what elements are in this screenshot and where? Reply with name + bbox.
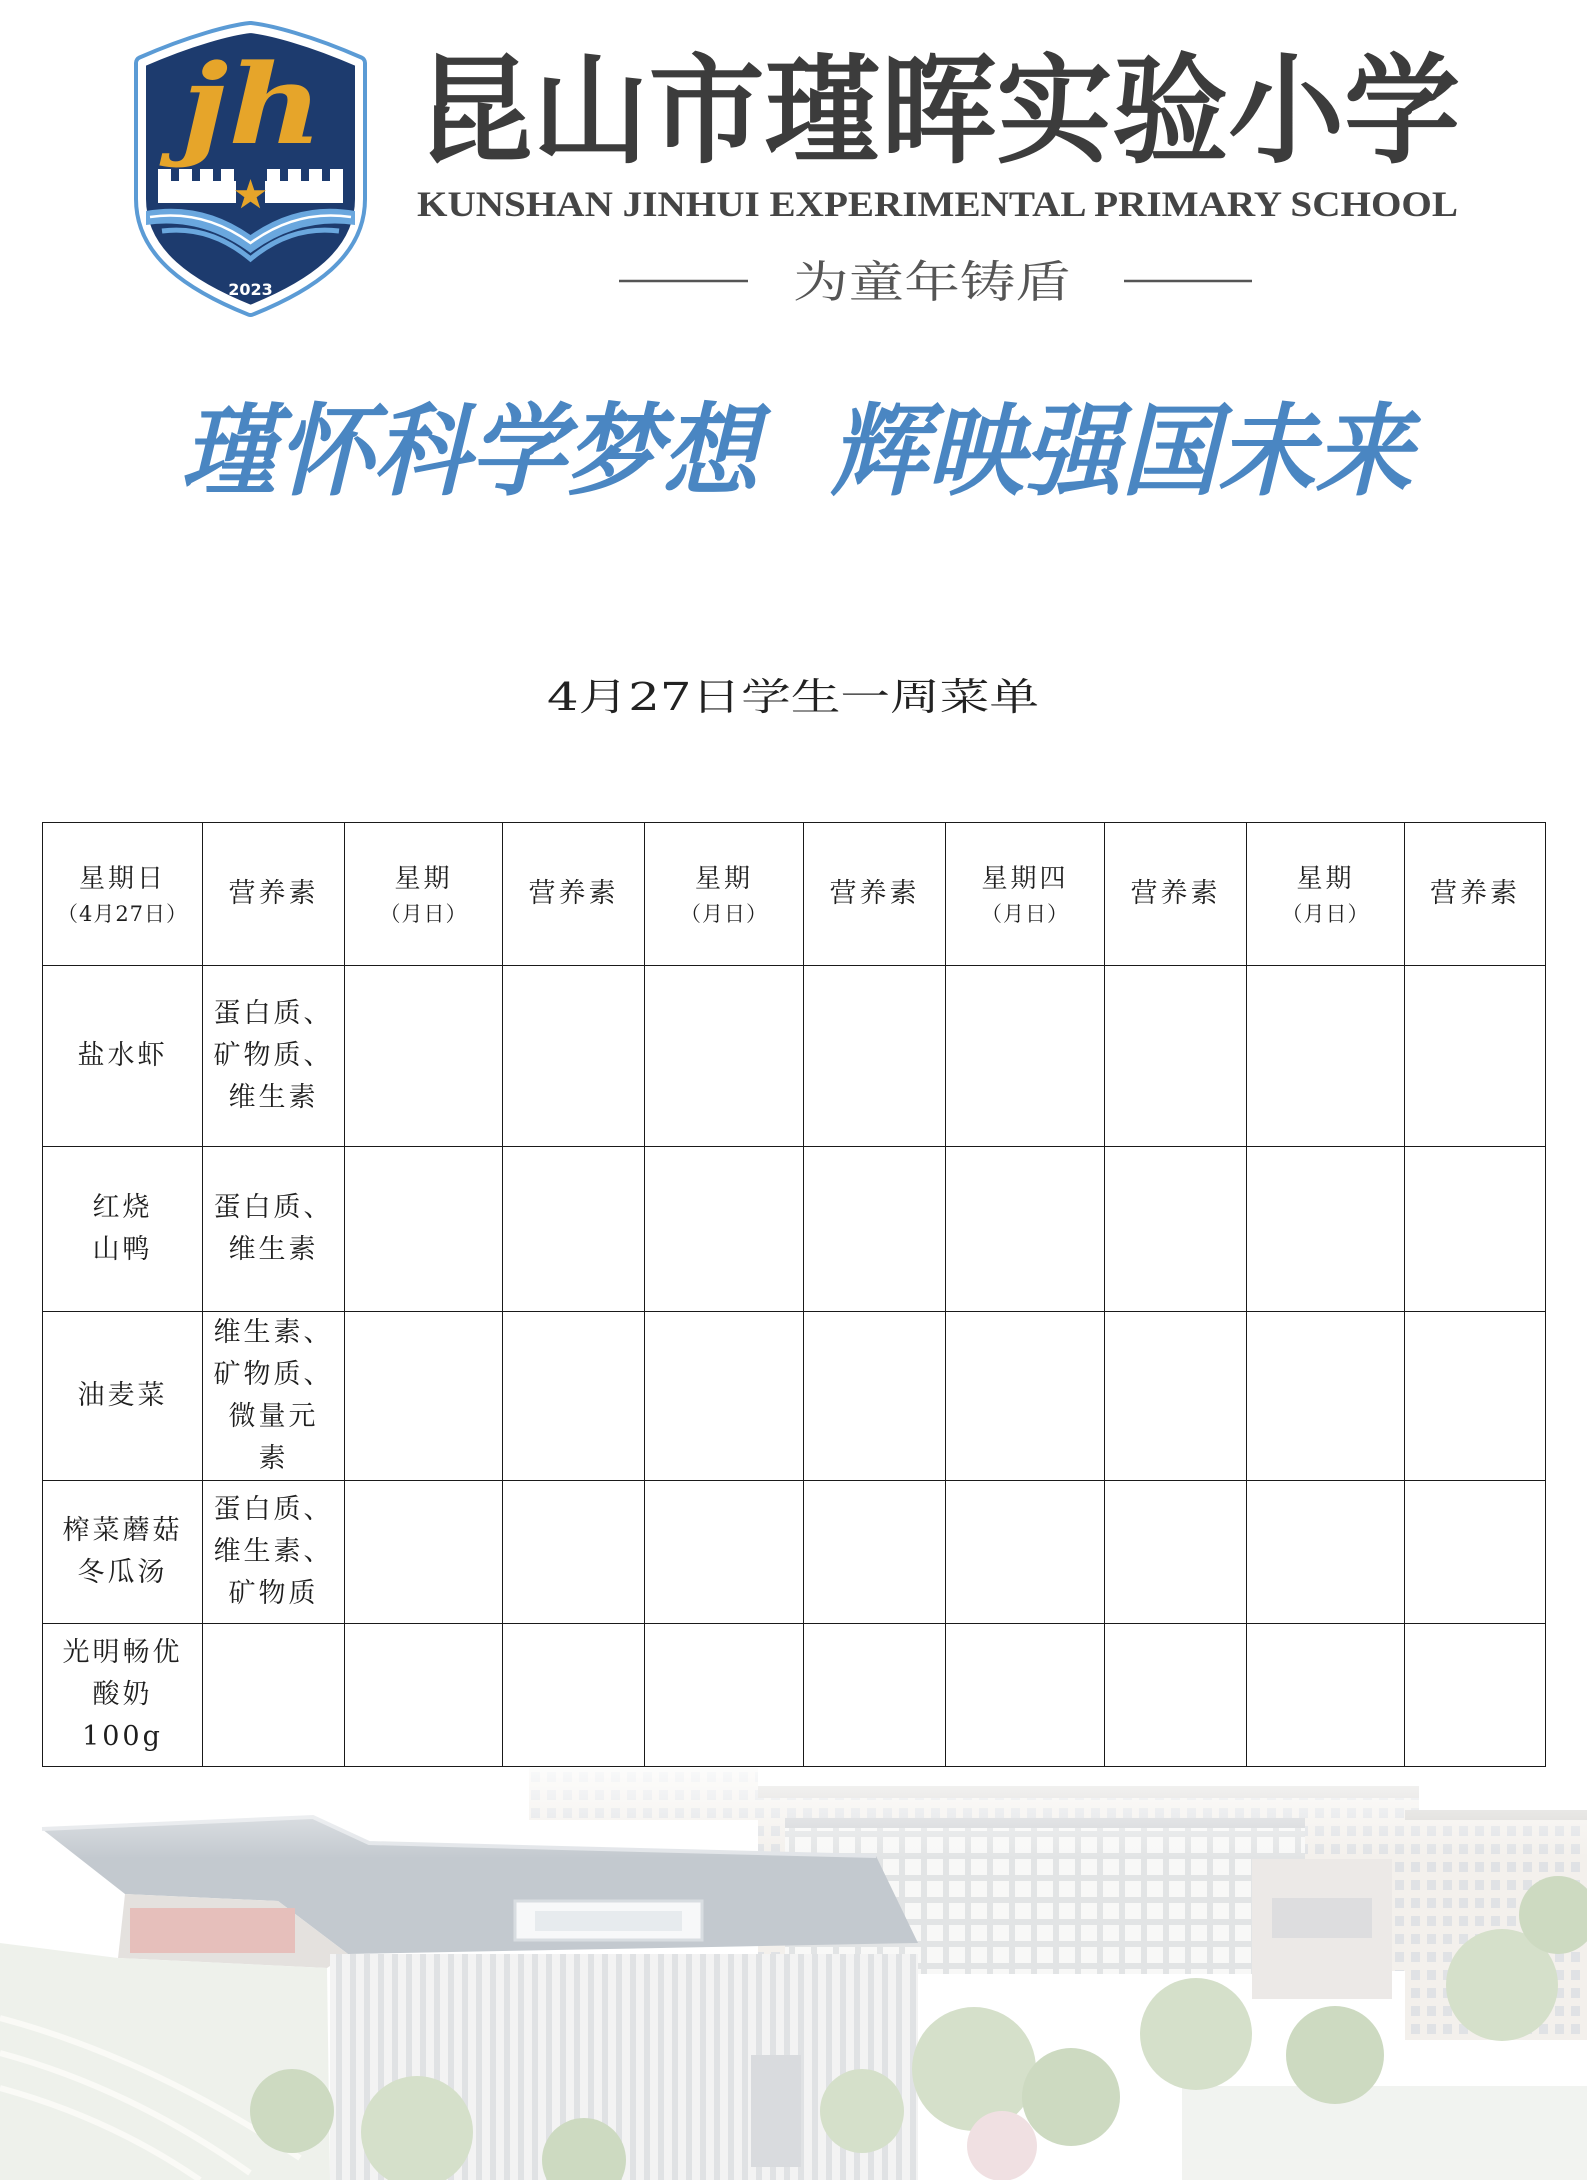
- dish-cell: 榨菜蘑菇 冬瓜汤: [43, 1481, 203, 1624]
- day-date: （月日）: [680, 902, 768, 926]
- slogan-part-2: 辉映强国未来: [830, 392, 1422, 510]
- day-date: （4月27日）: [56, 902, 189, 926]
- menu-cell: [345, 1481, 503, 1624]
- menu-title: 4月27日学生一周菜单: [547, 675, 1039, 719]
- campus-background-image: [0, 1768, 1587, 2180]
- nutrient-header: 营养素: [503, 823, 645, 966]
- menu-cell: [345, 1147, 503, 1312]
- menu-cell: [503, 966, 645, 1147]
- menu-cell: [345, 966, 503, 1147]
- menu-cell: [1405, 1481, 1546, 1624]
- day-header: [345, 823, 503, 966]
- nutrient-cell: 蛋白质、 维生素、 矿物质: [203, 1481, 345, 1624]
- table-row: [43, 1481, 1546, 1624]
- menu-cell: [1405, 1624, 1546, 1767]
- menu-cell: [804, 1624, 946, 1767]
- nutrient-header: 营养素: [1405, 823, 1546, 966]
- table-row: [43, 1312, 1546, 1481]
- menu-cell: [1247, 1481, 1405, 1624]
- menu-cell: [1247, 1147, 1405, 1312]
- day-date: （月日）: [981, 902, 1069, 926]
- table-row: [43, 966, 1546, 1147]
- menu-cell: [946, 1624, 1105, 1767]
- menu-cell: [946, 966, 1105, 1147]
- dish-cell: 红烧 山鸭: [43, 1147, 203, 1312]
- menu-cell: [645, 1624, 804, 1767]
- nutrient-cell: 蛋白质、 维生素: [203, 1147, 345, 1312]
- day-header: [645, 823, 804, 966]
- menu-cell: [1405, 966, 1546, 1147]
- menu-cell: [503, 1147, 645, 1312]
- menu-cell: [503, 1624, 645, 1767]
- menu-cell: [503, 1312, 645, 1481]
- school-motto: 为童年铸盾: [793, 257, 1071, 308]
- dish-cell: 油麦菜: [43, 1312, 203, 1481]
- school-name-english: KUNSHAN JINHUI EXPERIMENTAL PRIMARY SCHOOL: [417, 184, 1458, 224]
- slogan-part-1: 瑾怀科学梦想: [181, 392, 773, 510]
- nutrient-cell: 蛋白质、 矿物质、 维生素: [203, 966, 345, 1147]
- dish-cell: 盐水虾: [43, 966, 203, 1147]
- nutrient-cell: [203, 1624, 345, 1767]
- menu-cell: [1247, 966, 1405, 1147]
- table-row: [43, 1624, 1546, 1767]
- menu-cell: [345, 1312, 503, 1481]
- day-header: [1247, 823, 1405, 966]
- menu-cell: [645, 1481, 804, 1624]
- menu-cell: [345, 1624, 503, 1767]
- school-name-chinese: 昆山市瑾晖实验小学: [417, 42, 1460, 180]
- menu-cell: [804, 1481, 946, 1624]
- weekly-menu-table: [42, 822, 1546, 1767]
- day-name: 星期日: [78, 864, 166, 894]
- menu-cell: [1105, 1624, 1247, 1767]
- menu-cell: [503, 1481, 645, 1624]
- nutrient-header: 营养素: [1105, 823, 1247, 966]
- day-header-thursday: [946, 823, 1105, 966]
- menu-cell: [645, 966, 804, 1147]
- school-logo: [142, 29, 359, 309]
- menu-cell: [804, 1147, 946, 1312]
- logo-monogram: jh: [158, 40, 323, 169]
- menu-cell: [1405, 1312, 1546, 1481]
- day-date: （月日）: [1281, 902, 1370, 926]
- day-name: 星期四: [981, 864, 1069, 894]
- table-row: [43, 1147, 1546, 1312]
- menu-cell: [645, 1147, 804, 1312]
- page-header: [0, 0, 1587, 760]
- menu-cell: [1105, 1147, 1247, 1312]
- day-header-sunday: [43, 823, 203, 966]
- day-name: 星期: [1296, 864, 1355, 894]
- menu-cell: [1105, 1481, 1247, 1624]
- menu-cell: [946, 1147, 1105, 1312]
- nutrient-header: 营养素: [203, 823, 345, 966]
- nutrient-header: 营养素: [804, 823, 946, 966]
- menu-cell: [1247, 1312, 1405, 1481]
- menu-cell: [946, 1312, 1105, 1481]
- menu-cell: [946, 1481, 1105, 1624]
- menu-cell: [1405, 1147, 1546, 1312]
- day-name: 星期: [694, 864, 753, 894]
- menu-cell: [645, 1312, 804, 1481]
- menu-cell: [804, 966, 946, 1147]
- dish-cell: 光明畅优 酸奶 100g: [43, 1624, 203, 1767]
- nutrient-cell: 维生素、 矿物质、 微量元 素: [203, 1312, 345, 1481]
- menu-cell: [1105, 1312, 1247, 1481]
- menu-cell: [1247, 1624, 1405, 1767]
- menu-cell: [804, 1312, 946, 1481]
- logo-year: 2023: [228, 280, 273, 299]
- day-name: 星期: [394, 864, 453, 894]
- table-header-row: [43, 823, 1546, 966]
- menu-cell: [1105, 966, 1247, 1147]
- day-date: （月日）: [379, 902, 468, 926]
